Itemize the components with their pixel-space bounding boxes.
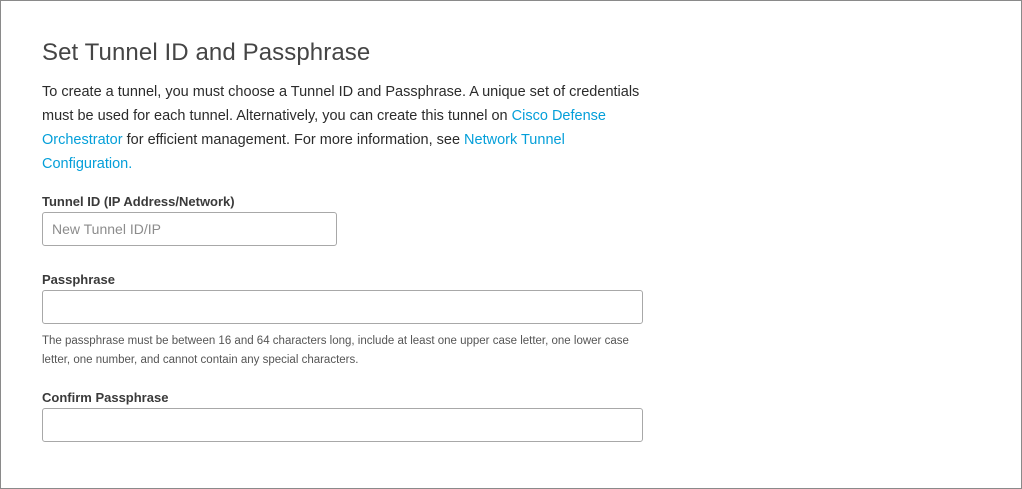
confirm-passphrase-label: Confirm Passphrase <box>42 390 169 405</box>
confirm-passphrase-input[interactable] <box>42 408 643 442</box>
intro-text-2: for efficient management. For more information, see <box>122 132 465 148</box>
passphrase-help-text: The passphrase must be between 16 and 64 characters long, include at least one upper case letter, one lower case letter, one number, and cannot contain any special characters. <box>42 335 629 366</box>
intro-text-1: To create a tunnel, you must choose a Tunnel ID and Passphrase. A unique set of credentials must be used for each tunnel. Alternatively, you can create this tunnel on <box>42 84 640 124</box>
intro-paragraph <box>42 80 642 176</box>
network-tunnel-configuration-link[interactable]: Network Tunnel Configuration. <box>42 132 565 172</box>
passphrase-label: Passphrase <box>42 272 115 287</box>
tunnel-id-input[interactable] <box>42 212 337 246</box>
passphrase-input[interactable] <box>42 290 643 324</box>
cisco-defense-orchestrator-link[interactable]: Cisco Defense Orchestrator <box>42 108 606 148</box>
tunnel-id-label: Tunnel ID (IP Address/Network) <box>42 194 235 209</box>
page-title: Set Tunnel ID and Passphrase <box>42 39 371 66</box>
